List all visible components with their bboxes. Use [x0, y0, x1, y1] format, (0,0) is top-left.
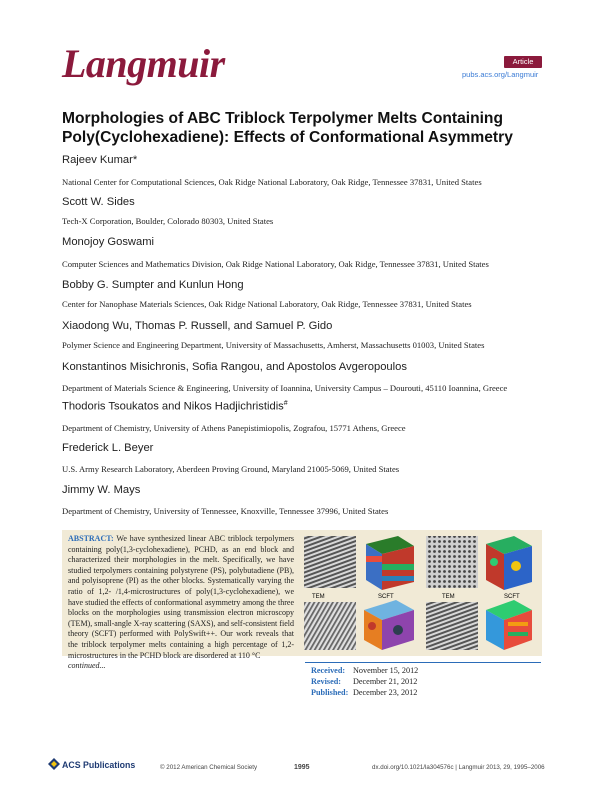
acs-logo-icon [48, 758, 60, 770]
history-date: December 23, 2012 [353, 688, 418, 697]
history-received [311, 666, 418, 675]
toc-label: SCFT [378, 594, 394, 600]
author-line: Scott W. Sides [62, 196, 135, 208]
author-line: Monojoy Goswami [62, 236, 155, 248]
paper-title: Morphologies of ABC Triblock Terpolymer Melts Containing Poly(Cyclohexadiene): Effects of Conformational Asymmetry [62, 110, 513, 146]
affiliation-line: Department of Chemistry, University of Athens Panepistimiopolis, Zografou, 15771 Athens, Greece [62, 423, 406, 433]
author-mark: # [283, 400, 288, 407]
copyright: © 2012 American Chemical Society [160, 764, 258, 771]
history-published [311, 688, 417, 697]
tem-image [304, 536, 356, 588]
affiliation-line: Polymer Science and Engineering Department, University of Massachusetts, Amherst, Massachusetts 01003, United States [62, 340, 485, 350]
abstract-label: ABSTRACT: [68, 534, 114, 543]
journal-title: Langmuir [62, 41, 225, 86]
tem-image [426, 602, 478, 650]
journal-url[interactable]: pubs.acs.org/Langmuir [462, 70, 539, 79]
toc-label: SCFT [504, 594, 520, 600]
toc-label: TEM [312, 594, 325, 600]
abstract-continued[interactable]: continued... [68, 661, 106, 671]
scft-cube [486, 600, 532, 650]
history-divider [305, 662, 541, 663]
page-number: 1995 [294, 764, 310, 771]
affiliation-line: National Center for Computational Sciences, Oak Ridge National Laboratory, Oak Ridge, Tennessee 37831, United States [62, 177, 482, 187]
abstract-body: We have synthesized linear ABC triblock terpolymers containing poly(1,3-cyclohexadiene), PCHD, as an end block and characterized their morphologies in the melt. Specifically, we have studied terpolymers containing polystyrene (PS), polybutadiene (PB), and polyisoprene (PI) as the other blocks. Systematically varying the ratio of 1,2- /1,4-microstructures of poly(1,3-cyclohexadiene), we have studied the effects of conformational asymmetry among the three blocks on the morphologies using transmission electron microscopy (TEM), small-angle X-ray scattering (SAXS), and self-consistent field theory (SCFT) performed with PolySwift++. Our work reveals that the triblock terpolymer melts containing a high percentage of 1,2-microstructures in the PCHD block are disordered at 110 °C [68, 534, 295, 660]
abstract-text [68, 534, 294, 672]
publisher-name[interactable]: ACS Publications [62, 760, 136, 770]
affiliation-line: Department of Chemistry, University of Tennessee, Knoxville, Tennessee 37996, United States [62, 506, 389, 516]
author-line: Jimmy W. Mays [62, 484, 141, 496]
author-names: Thodoris Tsoukatos and Nikos Hadjichristidis [62, 400, 284, 413]
author-line: Rajeev Kumar* [62, 154, 138, 166]
affiliation-line: U.S. Army Research Laboratory, Aberdeen Proving Ground, Maryland 21005-5069, United States [62, 464, 400, 474]
history-revised [311, 677, 417, 686]
author-line: Konstantinos Misichronis, Sofia Rangou, and Apostolos Avgeropoulos [62, 361, 407, 373]
affiliation-line: Computer Sciences and Mathematics Division, Oak Ridge National Laboratory, Oak Ridge, Tennessee 37831, United States [62, 259, 489, 269]
history-label: Revised: [311, 677, 342, 686]
scft-cube [366, 536, 414, 590]
history-label: Received: [311, 666, 346, 675]
scft-cube [486, 536, 532, 590]
article-type-badge: Article [504, 56, 542, 68]
author-line [62, 400, 288, 413]
affiliation-line: Department of Materials Science & Engineering, University of Ioannina, University Campus – Dourouti, 45110 Ioannina, Greece [62, 383, 508, 393]
affiliation-line: Tech-X Corporation, Boulder, Colorado 80303, United States [62, 216, 274, 226]
tem-image [426, 536, 478, 588]
tem-image [304, 602, 356, 650]
toc-graphic [302, 534, 538, 652]
affiliation-line: Center for Nanophase Materials Sciences, Oak Ridge National Laboratory, Oak Ridge, Tennessee 37831, United States [62, 299, 472, 309]
history-date: December 21, 2012 [353, 677, 418, 686]
author-line: Frederick L. Beyer [62, 442, 154, 454]
author-line: Xiaodong Wu, Thomas P. Russell, and Samuel P. Gido [62, 320, 333, 332]
citation[interactable]: dx.doi.org/10.1021/la304576c | Langmuir 2013, 29, 1995–2006 [372, 764, 545, 771]
history-date: November 15, 2012 [353, 666, 419, 675]
author-line: Bobby G. Sumpter and Kunlun Hong [62, 279, 244, 291]
scft-cube [364, 600, 414, 650]
history-label: Published: [311, 688, 349, 697]
toc-label: TEM [442, 594, 455, 600]
